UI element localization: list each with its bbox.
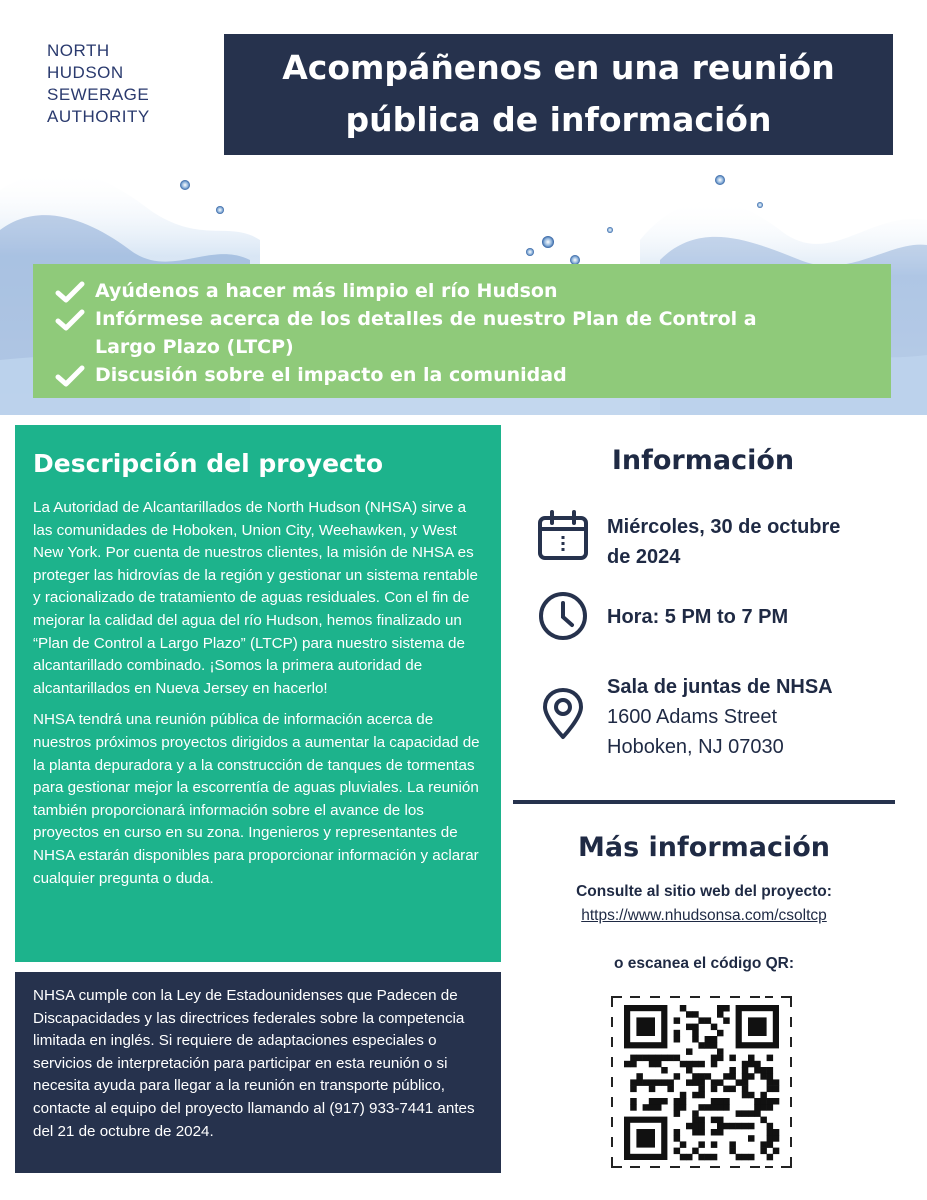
qr-module	[674, 1098, 681, 1105]
qr-module	[655, 1104, 662, 1111]
qr-module	[767, 1129, 774, 1136]
qr-module	[661, 1098, 668, 1105]
location-pin-icon	[537, 666, 589, 762]
qr-module	[711, 1036, 718, 1043]
qr-module	[674, 1055, 681, 1062]
qr-module	[674, 1073, 681, 1080]
info-date	[537, 500, 840, 572]
qr-module	[698, 1123, 705, 1130]
qr-module	[760, 1092, 767, 1099]
qr-module	[698, 1073, 705, 1080]
calendar-icon	[537, 500, 589, 572]
qr-module	[680, 1092, 687, 1099]
qr-module	[711, 1104, 718, 1111]
key-point-text: Discusión sobre el impacto en la comunidad	[95, 364, 567, 386]
qr-module	[643, 1079, 650, 1086]
qr-module	[636, 1079, 643, 1086]
info-address-line: 1600 Adams Street	[607, 706, 778, 728]
qr-module	[773, 1079, 780, 1086]
qr-module	[674, 1135, 681, 1142]
qr-module	[705, 1017, 712, 1024]
qr-module	[723, 1098, 730, 1105]
qr-module	[717, 1117, 724, 1124]
qr-module	[760, 1098, 767, 1105]
qr-module	[729, 1086, 736, 1093]
qr-module	[705, 1036, 712, 1043]
headline-line-1: Acompáñenos en una reunión	[282, 48, 835, 87]
qr-module	[698, 1117, 705, 1124]
qr-module	[711, 1098, 718, 1105]
qr-module	[667, 1055, 674, 1062]
qr-module	[736, 1154, 743, 1161]
qr-module	[698, 1086, 705, 1093]
qr-module	[630, 1079, 637, 1086]
qr-module	[630, 1061, 637, 1068]
qr-module	[711, 1154, 718, 1161]
info-location	[537, 666, 833, 762]
qr-module	[698, 1129, 705, 1136]
qr-module	[760, 1067, 767, 1074]
qr-module	[742, 1110, 749, 1117]
qr-module	[711, 1141, 718, 1148]
qr-module	[767, 1135, 774, 1142]
qr-module	[692, 1092, 699, 1099]
qr-module	[748, 1110, 755, 1117]
qr-module	[692, 1030, 699, 1037]
project-description-paragraph: La Autoridad de Alcantarillados de North Hudson (NHSA) sirve a las comunidades de Hoboken, Union City, Weehawken, y West New York. Por cuenta de nuestros clientes, la misión de NHSA es proteger las hidrovías de la región y gestionar un sistema rentable y racionalizado de tratamiento de aguas residuales. Con el fin de mejorar la calidad del agua del río Hudson, hemos finalizado un “Plan de Control a Largo Plazo” (LTCP) para nuestro sistema de alcantarillado combinado. ¡Somos la primera autoridad de alcantarillados en Nueva Jersey en hacerlo!	[33, 499, 478, 697]
qr-module	[705, 1154, 712, 1161]
qr-module	[655, 1061, 662, 1068]
qr-module	[692, 1110, 699, 1117]
qr-module	[729, 1055, 736, 1062]
qr-module	[742, 1092, 749, 1099]
checkmark-icon	[55, 365, 85, 387]
logo-line: SEWERAGE	[47, 85, 150, 104]
qr-module	[674, 1030, 681, 1037]
qr-label: o escanea el código QR:	[613, 955, 795, 972]
qr-module	[674, 1129, 681, 1136]
qr-module	[667, 1079, 674, 1086]
section-divider	[513, 800, 895, 804]
qr-module	[767, 1055, 774, 1062]
qr-module	[742, 1061, 749, 1068]
qr-module	[711, 1129, 718, 1136]
qr-module	[723, 1104, 730, 1111]
qr-module	[674, 1017, 681, 1024]
qr-module	[680, 1141, 687, 1148]
qr-module	[680, 1061, 687, 1068]
key-point	[55, 277, 891, 305]
qr-module	[748, 1123, 755, 1130]
qr-module	[717, 1030, 724, 1037]
qr-module	[760, 1141, 767, 1148]
qr-module	[754, 1098, 761, 1105]
more-info-consult: Consulte al sitio web del proyecto:	[576, 883, 832, 900]
qr-module	[767, 1141, 774, 1148]
qr-module	[711, 1055, 718, 1062]
qr-module	[736, 1110, 743, 1117]
qr-module	[649, 1098, 656, 1105]
checkmark-icon	[55, 281, 85, 303]
qr-module	[742, 1154, 749, 1161]
nhsa-logo	[47, 40, 150, 128]
qr-module	[636, 1073, 643, 1080]
qr-module	[754, 1067, 761, 1074]
qr-module	[736, 1123, 743, 1130]
qr-module	[742, 1067, 749, 1074]
qr-module	[767, 1067, 774, 1074]
qr-module	[655, 1079, 662, 1086]
qr-module	[698, 1061, 705, 1068]
qr-module	[773, 1135, 780, 1142]
qr-module	[649, 1104, 656, 1111]
qr-module	[680, 1154, 687, 1161]
info-date-line: Miércoles, 30 de octubre	[607, 516, 841, 538]
qr-module	[692, 1148, 699, 1155]
logo-line: NORTH	[47, 41, 110, 60]
qr-module	[698, 1154, 705, 1161]
headline-line-2: pública de información	[345, 100, 772, 139]
qr-module	[630, 1104, 637, 1111]
qr-module	[742, 1086, 749, 1093]
info-date-line: de 2024	[607, 546, 681, 568]
qr-module	[711, 1042, 718, 1049]
more-info-title: Más información	[577, 832, 831, 863]
qr-module	[692, 1073, 699, 1080]
qr-module	[711, 1117, 718, 1124]
qr-module	[698, 1017, 705, 1024]
project-website-link[interactable]: https://www.nhudsonsa.com/csoltcp	[581, 907, 827, 924]
info-title: Información	[611, 445, 795, 476]
qr-module	[748, 1061, 755, 1068]
qr-module	[698, 1079, 705, 1086]
qr-module	[655, 1055, 662, 1062]
key-point-text: Infórmese acerca de los detalles de nuestro Plan de Control a Largo Plazo (LTCP)	[95, 308, 757, 358]
qr-module	[717, 1011, 724, 1018]
qr-module	[667, 1086, 674, 1093]
qr-module	[698, 1141, 705, 1148]
qr-module	[698, 1042, 705, 1049]
qr-module	[742, 1079, 749, 1086]
qr-module	[723, 1073, 730, 1080]
qr-module	[661, 1079, 668, 1086]
qr-module	[686, 1048, 693, 1055]
info-time	[537, 590, 788, 642]
qr-module	[760, 1104, 767, 1111]
project-description-panel	[15, 425, 501, 962]
qr-module	[674, 1036, 681, 1043]
qr-module	[705, 1104, 712, 1111]
info-address-line: Hoboken, NJ 07030	[607, 736, 784, 758]
qr-module	[767, 1073, 774, 1080]
qr-module	[692, 1117, 699, 1124]
qr-module	[624, 1061, 631, 1068]
qr-module	[643, 1055, 650, 1062]
qr-module	[767, 1123, 774, 1130]
qr-code[interactable]	[610, 995, 793, 1169]
qr-module	[692, 1011, 699, 1018]
qr-module	[729, 1148, 736, 1155]
qr-module	[729, 1123, 736, 1130]
qr-module	[680, 1005, 687, 1012]
qr-module	[717, 1098, 724, 1105]
qr-module	[649, 1055, 656, 1062]
qr-module	[773, 1086, 780, 1093]
headline-banner	[224, 34, 893, 155]
qr-module	[729, 1141, 736, 1148]
key-points-banner	[33, 264, 891, 398]
qr-module	[680, 1098, 687, 1105]
qr-module	[686, 1123, 693, 1130]
qr-module	[717, 1005, 724, 1012]
info-time-text: Hora: 5 PM to 7 PM	[607, 606, 789, 628]
qr-module	[742, 1073, 749, 1080]
qr-module	[760, 1073, 767, 1080]
qr-module	[630, 1098, 637, 1105]
qr-module	[748, 1135, 755, 1142]
qr-module	[692, 1036, 699, 1043]
qr-module	[736, 1079, 743, 1086]
qr-module	[711, 1086, 718, 1093]
project-description-title: Descripción del proyecto	[33, 449, 383, 478]
qr-module	[717, 1048, 724, 1055]
qr-module	[686, 1011, 693, 1018]
qr-module	[767, 1086, 774, 1093]
qr-module	[717, 1104, 724, 1111]
qr-module	[767, 1154, 774, 1161]
qr-module	[698, 1104, 705, 1111]
key-point-text: Ayúdenos a hacer más limpio el río Hudson	[95, 280, 558, 302]
qr-module	[680, 1104, 687, 1111]
qr-module	[674, 1110, 681, 1117]
qr-module	[630, 1086, 637, 1093]
qr-module	[717, 1123, 724, 1130]
qr-module	[705, 1073, 712, 1080]
qr-module	[686, 1154, 693, 1161]
qr-module	[655, 1098, 662, 1105]
qr-module	[723, 1005, 730, 1012]
qr-module	[748, 1073, 755, 1080]
qr-module	[754, 1104, 761, 1111]
key-point	[55, 361, 891, 389]
qr-module	[686, 1061, 693, 1068]
qr-module	[630, 1055, 637, 1062]
qr-module	[692, 1061, 699, 1068]
qr-module	[686, 1079, 693, 1086]
qr-module	[767, 1098, 774, 1105]
accessibility-notice-text: NHSA cumple con la Ley de Estadounidenses que Padecen de Discapacidades y las directrices federales sobre la competencia limitada en inglés. Si requiere de adaptaciones especiales o servicios de interpretación para participar en esta reunión o si necesita ayuda para llegar a la reunión en transporte público, contacte al equipo del proyecto llamando al (917) 933-7441 antes del 21 de octubre de 2024.	[33, 987, 475, 1140]
qr-module	[692, 1129, 699, 1136]
qr-module	[636, 1129, 655, 1148]
qr-module	[686, 1067, 693, 1074]
qr-module	[723, 1123, 730, 1130]
info-venue: Sala de juntas de NHSA	[607, 676, 833, 698]
qr-module	[717, 1055, 724, 1062]
key-point	[55, 305, 891, 361]
qr-module	[661, 1055, 668, 1062]
qr-module	[649, 1079, 656, 1086]
qr-module	[729, 1067, 736, 1074]
qr-module	[674, 1104, 681, 1111]
qr-module	[692, 1123, 699, 1130]
qr-module	[748, 1055, 755, 1062]
qr-module	[723, 1017, 730, 1024]
qr-module	[767, 1079, 774, 1086]
qr-module	[649, 1086, 656, 1093]
logo-line: HUDSON	[47, 63, 124, 82]
qr-module	[742, 1123, 749, 1130]
qr-module	[698, 1092, 705, 1099]
qr-module	[717, 1079, 724, 1086]
qr-module	[760, 1148, 767, 1155]
qr-module	[748, 1154, 755, 1161]
qr-module	[754, 1110, 761, 1117]
qr-module	[773, 1129, 780, 1136]
qr-module	[773, 1098, 780, 1105]
qr-module	[748, 1017, 767, 1036]
qr-module	[748, 1092, 755, 1099]
qr-module	[711, 1024, 718, 1031]
qr-module	[723, 1086, 730, 1093]
clock-icon	[537, 590, 589, 642]
qr-module	[717, 1129, 724, 1136]
qr-module	[643, 1104, 650, 1111]
checkmark-icon	[55, 309, 85, 331]
qr-module	[636, 1055, 643, 1062]
qr-module	[674, 1148, 681, 1155]
qr-module	[729, 1073, 736, 1080]
qr-module	[692, 1079, 699, 1086]
qr-module	[686, 1024, 693, 1031]
qr-module	[773, 1148, 780, 1155]
project-description-paragraph: NHSA tendrá una reunión pública de información acerca de nuestros próximos proyectos dirigidos a aumentar la capacidad de la planta depuradora y a la construcción de tanques de tormentas para gestionar mejor la escorrentía de aguas pluviales. La reunión también proporcionará información sobre el avance de los proyectos en curso en su zona. Ingenieros y representantes de NHSA estarán disponibles para proporcionar información y aclarar cualquier pregunta o duda.	[33, 711, 480, 887]
qr-module	[649, 1061, 656, 1068]
qr-module	[711, 1061, 718, 1068]
qr-module	[767, 1104, 774, 1111]
qr-module	[760, 1117, 767, 1124]
qr-module	[636, 1017, 655, 1036]
qr-module	[705, 1042, 712, 1049]
accessibility-notice	[15, 972, 501, 1173]
qr-module	[711, 1079, 718, 1086]
logo-line: AUTHORITY	[47, 107, 150, 126]
qr-module	[754, 1061, 761, 1068]
qr-module	[692, 1024, 699, 1031]
qr-module	[661, 1067, 668, 1074]
